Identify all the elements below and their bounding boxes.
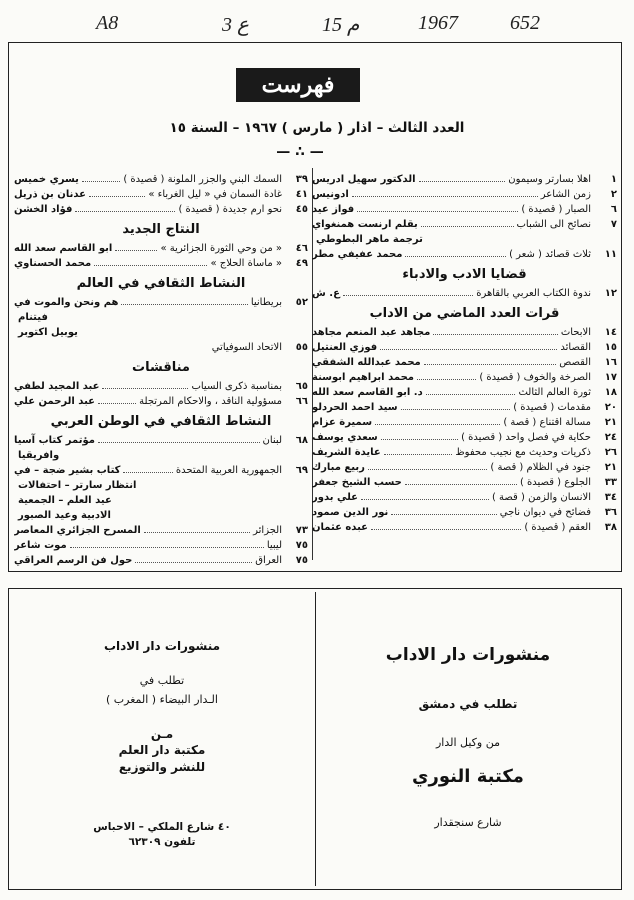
- leader-dots: [352, 187, 538, 197]
- entry-author: عبد المجيد لطفي: [14, 381, 100, 392]
- page-number: ١٤: [604, 327, 617, 338]
- ad-damascus: [318, 600, 618, 831]
- entry-author: نور الدين صمود: [312, 507, 389, 518]
- leader-dots: [401, 400, 511, 410]
- toc-entry: [312, 247, 617, 262]
- left-list-b: [14, 241, 308, 271]
- page-number: ٤٩: [295, 258, 308, 269]
- entry-author: ادونيس: [312, 189, 349, 200]
- toc-entry: [312, 460, 617, 475]
- toc-entry-continuation: الادبية وعيد الصبور: [18, 510, 111, 521]
- entry-title: ليبيا: [266, 540, 282, 551]
- issue-line: العدد الثالث – اذار ( مارس ) ١٩٦٧ – السنة ١٥: [169, 120, 465, 136]
- leader-dots: [123, 463, 172, 473]
- toc-entry-continuation: وافريقيا: [18, 450, 60, 461]
- entry-title: « من وحي الثورة الجزائرية »: [160, 243, 282, 254]
- leader-dots: [384, 445, 453, 455]
- entry-author: عبده عثمان: [312, 522, 368, 533]
- leader-dots: [121, 295, 247, 305]
- toc-entry: [312, 490, 617, 505]
- entry-title: الصرخة والخوف ( قصيدة ): [479, 372, 591, 383]
- page-number: ٢١: [604, 417, 617, 428]
- entry-author: حول فن الرسم العراقي: [14, 555, 133, 566]
- entry-author: محمد عبدالله الشفقي: [312, 357, 421, 368]
- toc-entry: [14, 433, 308, 448]
- entry-title: اهلا بسارتر وسيمون: [508, 174, 591, 185]
- toc-entry: [14, 187, 308, 202]
- entry-title: الصبار ( قصيدة ): [521, 204, 591, 215]
- leader-dots: [375, 415, 500, 425]
- toc-entry: [14, 553, 308, 568]
- page-number: ١٦: [604, 357, 617, 368]
- entry-title: الانسان والزمن ( قصة ): [491, 492, 591, 503]
- toc-entry: [312, 385, 617, 400]
- contents-title: فهرست: [236, 68, 360, 102]
- entry-author: علي بدور: [312, 492, 359, 503]
- toc-entry: [312, 340, 617, 355]
- toc-entry: [312, 370, 617, 385]
- page-number: ٤٥: [295, 204, 308, 215]
- toc-entry-continuation: فيتنام: [18, 312, 48, 323]
- leader-dots: [424, 355, 556, 365]
- entry-author: موت شاعر: [14, 540, 67, 551]
- entry-title: القصائد: [560, 342, 591, 353]
- entry-title: الجزائر: [253, 525, 282, 536]
- entry-title: غادة السمان في « ليل الغرباء »: [148, 189, 282, 200]
- entry-title: ذكريات وحديث مع نجيب محفوظ: [455, 447, 591, 458]
- toc-entry: [312, 415, 617, 430]
- toc-entry-continuation: يوبيل اكتوبر: [18, 327, 78, 338]
- page-number: ٦٥: [295, 381, 308, 392]
- ad-bookshop-sub: للنشر والتوزيع: [118, 760, 206, 775]
- toc-entry: [312, 202, 617, 217]
- page-number: ٢١: [604, 462, 617, 473]
- handwritten-note-year: 1967: [418, 12, 458, 34]
- leader-dots: [405, 247, 506, 257]
- page-number: ٧٥: [295, 555, 308, 566]
- page-number: ١٨: [604, 387, 617, 398]
- leader-dots: [70, 538, 264, 548]
- entry-author: فؤاد الخشن: [14, 204, 73, 215]
- handwritten-note-c: 15 م: [322, 14, 360, 36]
- left-list-e: [14, 433, 308, 568]
- toc-entry: [14, 202, 308, 217]
- entry-title: ندوة الكتاب العربي بالقاهرة: [476, 288, 591, 299]
- toc-entry: [312, 355, 617, 370]
- entry-author: هم ونحن والموت في: [14, 297, 119, 308]
- toc-entry: [312, 187, 617, 202]
- entry-title: لبنان: [262, 435, 282, 446]
- entry-author: عدنان بن ذريل: [14, 189, 86, 200]
- ad-bookshop-name: مكتبة النوري: [412, 765, 524, 787]
- page-number: ٦٩: [295, 465, 308, 476]
- leader-dots: [98, 394, 136, 404]
- section-heading: مناقشات: [132, 360, 190, 375]
- toc-entry: [312, 325, 617, 340]
- page-number: ٣٩: [295, 174, 308, 185]
- entry-author: محمد الحسناوي: [14, 258, 92, 269]
- entry-title: الجمهورية العربية المتحدة: [175, 465, 282, 476]
- leader-dots: [343, 286, 473, 296]
- entry-author: المسرح الجزائري المعاصر: [14, 525, 141, 536]
- ad-request-line: تطلب في: [139, 673, 185, 687]
- leader-dots: [417, 370, 476, 380]
- left-list-c: [14, 295, 308, 355]
- ads-divider: [315, 592, 316, 886]
- left-column: [14, 172, 308, 568]
- entry-author: سيد احمد الحردلو: [312, 402, 398, 413]
- page-number: ١١: [604, 249, 617, 260]
- entry-title: زمن الشاعر: [540, 189, 591, 200]
- leader-dots: [94, 256, 207, 266]
- page-number: ٤١: [295, 189, 308, 200]
- toc-entry: [312, 172, 617, 187]
- leader-dots: [433, 325, 557, 335]
- page-number: ١: [610, 174, 617, 185]
- toc-entry: [14, 538, 308, 553]
- entry-author: سميرة عزام: [312, 417, 373, 428]
- leader-dots: [405, 475, 517, 485]
- toc-entry: [14, 379, 308, 394]
- toc-entry: [312, 520, 617, 535]
- leader-dots: [135, 553, 252, 563]
- leader-dots: [75, 202, 175, 212]
- toc-entry: [312, 505, 617, 520]
- toc-entry: [312, 286, 617, 301]
- leader-dots: [357, 202, 518, 212]
- leader-dots: [82, 172, 120, 182]
- toc-entry: [14, 523, 308, 538]
- page-number: ٢٦: [604, 447, 617, 458]
- entry-author: بقلم ارنست همنغواي: [312, 219, 418, 230]
- section-heading: قضايا الادب والادباء: [402, 267, 527, 282]
- entry-author: فوزي العنتيل: [312, 342, 378, 353]
- entry-title: بمناسبة ذكرى السياب: [191, 381, 282, 392]
- entry-author: عبد الرحمن علي: [14, 396, 95, 407]
- leader-dots: [426, 385, 516, 395]
- page-number: ٣٤: [604, 492, 617, 503]
- toc-entry-continuation: ترجمة ماهر البطوطي: [316, 234, 423, 245]
- page-number: ٦٦: [295, 396, 308, 407]
- left-list-a: [14, 172, 308, 217]
- page-number: ٥٢: [295, 297, 308, 308]
- leader-dots: [144, 523, 250, 533]
- toc-entry: [14, 241, 308, 256]
- entry-author: يسري خميس: [14, 174, 79, 185]
- entry-author: حسب الشيخ جعفر: [312, 477, 402, 488]
- entry-author: سعدي يوسف: [312, 432, 378, 443]
- entry-author: عايدة الشريف: [312, 447, 381, 458]
- leader-dots: [368, 460, 488, 470]
- leader-dots: [89, 187, 145, 197]
- toc-entry: [312, 445, 617, 460]
- page-number: ٤٦: [295, 243, 308, 254]
- entry-title: « ماساة الحلاج »: [210, 258, 282, 269]
- leader-dots: [380, 340, 557, 350]
- right-list-a: [312, 172, 617, 262]
- toc-entry: [14, 256, 308, 271]
- toc-entry: [312, 217, 617, 232]
- leader-dots: [115, 241, 157, 251]
- entry-author: د. ابو القاسم سعد الله: [312, 387, 423, 398]
- page-number: ١٢: [604, 288, 617, 299]
- toc-entry: [312, 475, 617, 490]
- page-number: ٦٨: [295, 435, 308, 446]
- entry-title: نصائح الى الشباب: [516, 219, 591, 230]
- leader-dots: [381, 430, 458, 440]
- ornament-divider: — ∴ —: [276, 144, 324, 160]
- entry-author: الدكتور سهيل ادريس: [312, 174, 416, 185]
- toc-entry-continuation: انتظار سارتر – احتفالات: [18, 480, 137, 491]
- right-list-c: [312, 325, 617, 535]
- entry-title: فضائح في ديوان ناجي: [499, 507, 591, 518]
- page-number: ٧: [610, 219, 617, 230]
- handwritten-note-a: A8: [96, 12, 119, 34]
- leader-dots: [391, 505, 497, 515]
- ad-address: ٤٠ شارع الملكي – الاحباس: [93, 820, 231, 833]
- section-heading: النشاط الثقافي في العالم: [76, 276, 246, 291]
- entry-author: مؤتمر كتاب آسيا: [14, 435, 95, 446]
- ad-casablanca: [12, 600, 312, 849]
- ad-title: منشورات دار الاداب: [385, 645, 551, 665]
- leader-dots: [421, 217, 514, 227]
- page-number: ٣٨: [604, 522, 617, 533]
- entry-author: محمد ابراهيم ابوسنة: [312, 372, 414, 383]
- entry-author: فواز عيد: [312, 204, 355, 215]
- entry-title: العراق: [255, 555, 282, 566]
- ad-from-line: مـن: [150, 726, 174, 741]
- page-number: ١٧: [604, 372, 617, 383]
- entry-title: حكاية في فصل واحد ( قصيدة ): [461, 432, 591, 443]
- toc-entry: [14, 394, 308, 409]
- entry-author: ابو القاسم سعد الله: [14, 243, 113, 254]
- handwritten-note-number: 652: [510, 12, 540, 34]
- leader-dots: [371, 520, 521, 530]
- page-number: ٥٥: [295, 342, 308, 353]
- leader-dots: [98, 433, 260, 443]
- page-number: ٢٤: [604, 432, 617, 443]
- entry-title: ثلاث قصائد ( شعر ): [509, 249, 591, 260]
- toc-entry: [14, 463, 308, 478]
- section-heading: النتاج الجديد: [122, 222, 200, 237]
- toc-entry: [14, 295, 308, 310]
- entry-author: كتاب بشير ضجة – في: [14, 465, 121, 476]
- entry-title: السمك البني والجزر الملونة ( قصيدة ): [123, 174, 282, 185]
- entry-title: الابحاث: [560, 327, 591, 338]
- entry-author: ع. ش: [312, 288, 340, 299]
- page-number: ٢٠: [604, 402, 617, 413]
- right-list-b: [312, 286, 617, 301]
- page-number: ٦: [610, 204, 617, 215]
- section-heading: قرات العدد الماضي من الاداب: [369, 306, 560, 321]
- entry-title: جنود في الظلام ( قصة ): [490, 462, 591, 473]
- section-heading: النشاط الثقافي في الوطن العربي: [50, 414, 272, 429]
- ad-city-line: الـدار البيضاء ( المغرب ): [106, 693, 218, 707]
- entry-title: مقدمات ( قصيدة ): [513, 402, 591, 413]
- ad-title: منشورات دار الاداب: [103, 639, 221, 653]
- page-number: ٣٣: [604, 477, 617, 488]
- toc-entry: [312, 430, 617, 445]
- handwritten-note-b: 3 ع: [222, 14, 249, 36]
- entry-title: بريطانيا: [250, 297, 282, 308]
- entry-title: العقم ( قصيدة ): [524, 522, 591, 533]
- leader-dots: [361, 490, 489, 500]
- ad-city-line: تطلب في دمشق: [418, 696, 518, 711]
- page-number: ١٥: [604, 342, 617, 353]
- entry-title: ثورة العالم الثالث: [518, 387, 591, 398]
- entry-author: محمد عفيفي مطر: [312, 249, 403, 260]
- page-number: ٧٥: [295, 540, 308, 551]
- toc-entry: [14, 340, 308, 355]
- leader-dots: [102, 379, 188, 389]
- toc-entry-continuation: عيد العلم – الجمعية: [18, 495, 112, 506]
- left-list-d: [14, 379, 308, 409]
- leader-dots: [419, 172, 506, 182]
- entry-author: ربيع مبارك: [312, 462, 365, 473]
- entry-title: مسؤولية الناقد ، والاحكام المرتجلة: [139, 396, 282, 407]
- ad-agent-line: من وكيل الدار: [435, 735, 500, 749]
- toc-entry: [14, 172, 308, 187]
- entry-title: مسالة اقتناع ( قصة ): [503, 417, 591, 428]
- entry-title: القصص: [559, 357, 591, 368]
- page-number: ٢: [610, 189, 617, 200]
- page-number: ٧٣: [295, 525, 308, 536]
- entry-title: الجلوع ( قصيدة ): [519, 477, 591, 488]
- ad-phone: تلفون ٦٢٣٠٩: [128, 835, 196, 848]
- entry-title: نحو ارم جديدة ( قصيدة ): [178, 204, 282, 215]
- ad-bookshop-name: مكتبة دار العلم: [118, 743, 206, 758]
- toc-entry: [312, 400, 617, 415]
- ad-street: شارع سنجقدار: [434, 816, 502, 830]
- page-number: ٣٦: [604, 507, 617, 518]
- entry-author: مجاهد عبد المنعم مجاهد: [312, 327, 431, 338]
- entry-title: الاتحاد السوفياتي: [211, 342, 282, 353]
- right-column: [312, 172, 617, 535]
